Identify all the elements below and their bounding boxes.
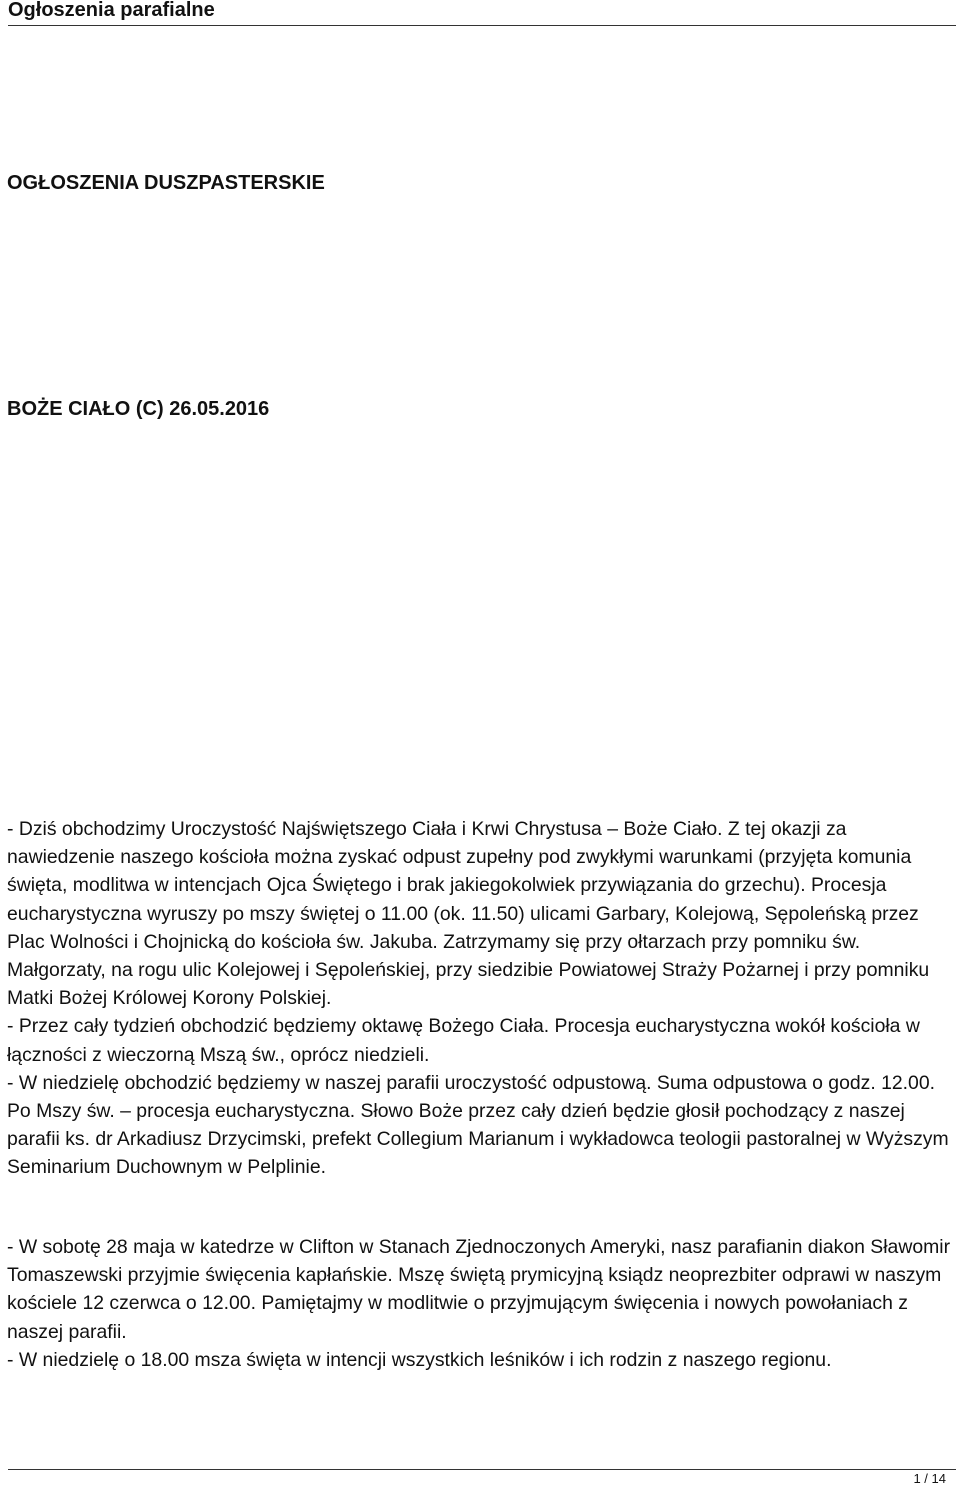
page-number: 1 / 14	[913, 1471, 946, 1486]
announcement-paragraph: - Przez cały tydzień obchodzić będziemy oktawę Bożego Ciała. Procesja eucharystyczna wokół kościoła w łączności z wieczorną Mszą św., oprócz niedzieli.	[7, 1015, 920, 1066]
section-heading: BOŻE CIAŁO (C) 26.05.2016	[7, 398, 270, 420]
announcement-paragraph: - W sobotę 28 maja w katedrze w Clifton w Stanach Zjednoczonych Ameryki, nasz parafianin diakon Sławomir Tomaszewski przyjmie święcenia kapłańskie. Mszę świętą prymicyjną ksiądz neoprezbiter odprawi w naszym kościele 12 czerwca o 12.00. Pamiętajmy w modlitwie o przyjmującym święcenia i nowych powołaniach z naszej parafii.	[7, 1236, 951, 1343]
footer-divider	[8, 1469, 956, 1470]
announcements-block-2	[7, 1233, 953, 1374]
announcement-paragraph: - W niedzielę o 18.00 msza święta w intencji wszystkich leśników i ich rodzin z naszego regionu.	[7, 1348, 832, 1371]
page-title: OGŁOSZENIA DUSZPASTERSKIE	[7, 172, 325, 194]
announcement-paragraph: - Dziś obchodzimy Uroczystość Najświętszego Ciała i Krwi Chrystusa – Boże Ciało. Z tej okazji za nawiedzenie naszego kościoła można zyskać odpust zupełny pod zwykłymi warunkami (przyjęta komunia święta, modlitwa w intencjach Ojca Świętego i brak jakiegokolwiek przywiązania do grzechu). Procesja eucharystyczna wyruszy po mszy świętej o 11.00 (ok. 11.50) ulicami Garbary, Kolejową, Sępoleńską przez Plac Wolności i Chojnicką do kościoła św. Jakuba. Zatrzymamy się przy ołtarzach przy pomniku św. Małgorzaty, na rogu ulic Kolejowej i Sępoleńskiej, przy siedzibie Powiatowej Straży Pożarnej i przy pomniku Matki Bożej Królowej Korony Polskiej.	[7, 818, 930, 1010]
announcement-paragraph: - W niedzielę obchodzić będziemy w naszej parafii uroczystość odpustową. Suma odpustowa o godz. 12.00. Po Mszy św. – procesja eucharystyczna. Słowo Boże przez cały dzień będzie głosił pochodzący z naszej parafii ks. dr Arkadiusz Drzycimski, prefekt Collegium Marianum i wykładowca teologii pastoralnej w Wyższym Seminarium Duchownym w Pelplinie.	[7, 1071, 949, 1179]
document-header	[8, 0, 956, 26]
announcements-block-1	[7, 815, 953, 1182]
header-title: Ogłoszenia parafialne	[8, 0, 215, 21]
